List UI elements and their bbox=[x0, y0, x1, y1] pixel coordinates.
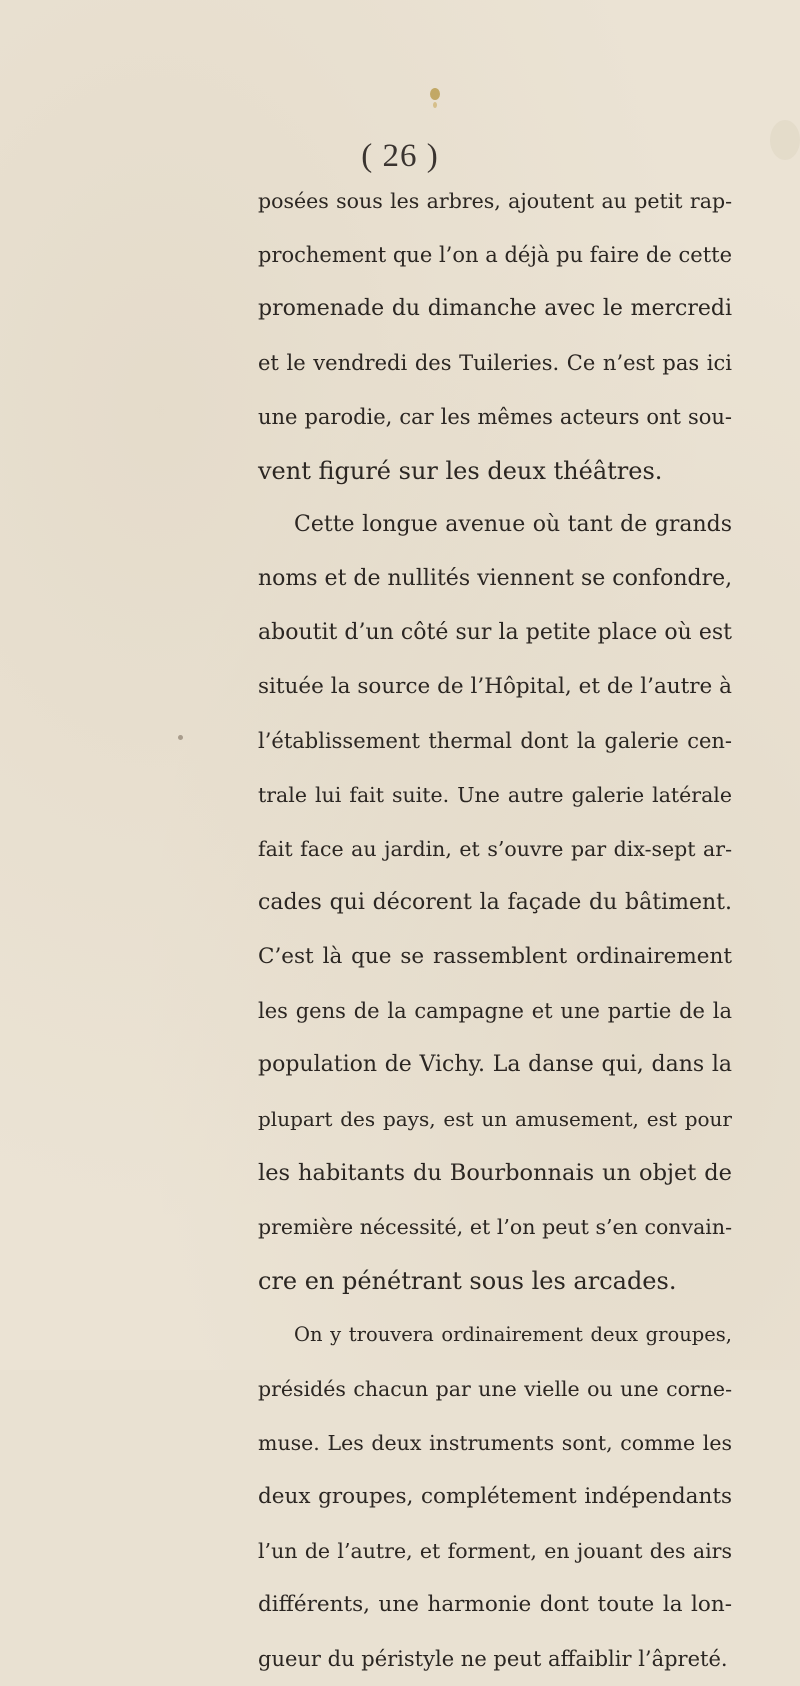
text-line: l’établissement thermal dont la galerie cen- bbox=[258, 729, 732, 753]
ink-spot bbox=[430, 88, 440, 100]
text-line: Cette longue avenue où tant de grands bbox=[294, 512, 732, 537]
text-line: gueur du péristyle ne peut affaiblir l’âpreté. bbox=[258, 1647, 728, 1671]
text-line: posées sous les arbres, ajoutent au petit rap- bbox=[258, 189, 732, 213]
text-line: muse. Les deux instruments sont, comme les bbox=[258, 1431, 732, 1455]
text-line: C’est là que se rassemblent ordinairement bbox=[258, 944, 732, 969]
body-text bbox=[258, 174, 732, 1686]
text-line: les gens de la campagne et une partie de la bbox=[258, 999, 732, 1023]
text-line: aboutit d’un côté sur la petite place où est bbox=[258, 620, 732, 645]
text-line: trale lui fait suite. Une autre galerie latérale bbox=[258, 783, 732, 807]
text-line: plupart des pays, est un amusement, est pour bbox=[258, 1107, 732, 1131]
text-line: première nécessité, et l’on peut s’en convain- bbox=[258, 1215, 732, 1239]
text-line: cades qui décorent la façade du bâtiment. bbox=[258, 890, 732, 915]
text-line: une parodie, car les mêmes acteurs ont sou- bbox=[258, 405, 732, 429]
text-line: cre en pénétrant sous les arcades. bbox=[258, 1267, 677, 1295]
text-line: population de Vichy. La danse qui, dans la bbox=[258, 1052, 732, 1077]
text-line: l’un de l’autre, et forment, en jouant des airs bbox=[258, 1539, 732, 1563]
text-line: prochement que l’on a déjà pu faire de cette bbox=[258, 243, 732, 267]
text-line: On y trouvera ordinairement deux groupes, bbox=[294, 1323, 732, 1346]
ink-spot bbox=[433, 102, 437, 108]
page-number: ( 26 ) bbox=[361, 138, 439, 174]
text-line: noms et de nullités viennent se confondre, bbox=[258, 566, 733, 591]
text-line: située la source de l’Hôpital, et de l’autre à bbox=[258, 674, 732, 699]
ink-spot bbox=[178, 735, 183, 740]
text-line: et le vendredi des Tuileries. Ce n’est pas ici bbox=[258, 351, 732, 375]
text-line: promenade du dimanche avec le mercredi bbox=[258, 296, 732, 321]
text-line: fait face au jardin, et s’ouvre par dix-sept ar- bbox=[258, 837, 732, 861]
text-line: les habitants du Bourbonnais un objet de bbox=[258, 1160, 732, 1186]
text-line: différents, une harmonie dont toute la lon- bbox=[258, 1592, 732, 1617]
text-line: présidés chacun par une vielle ou une corne- bbox=[258, 1377, 732, 1401]
text-line: deux groupes, complétement indépendants bbox=[258, 1484, 732, 1509]
text-line: vent figuré sur les deux théâtres. bbox=[258, 457, 663, 485]
